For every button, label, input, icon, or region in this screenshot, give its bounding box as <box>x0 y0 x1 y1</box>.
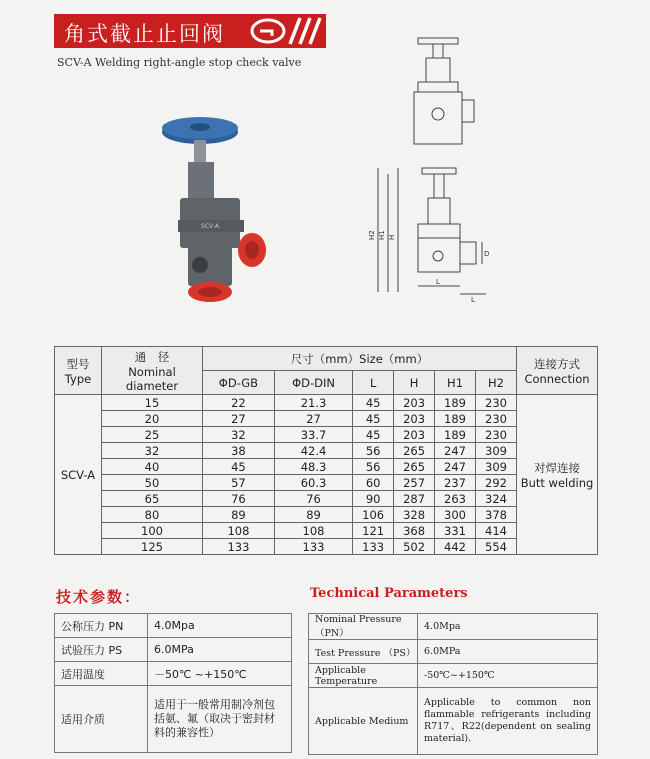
cell: 27 <box>203 411 275 427</box>
table-row <box>309 640 598 664</box>
cell: 230 <box>476 411 517 427</box>
cell: 292 <box>476 475 517 491</box>
cell: 32 <box>203 427 275 443</box>
cell: 502 <box>394 539 435 555</box>
cell: 189 <box>435 395 476 411</box>
cell: 89 <box>203 507 275 523</box>
cell: 15 <box>102 395 203 411</box>
col-type-en: Type <box>64 371 92 386</box>
cell: 48.3 <box>274 459 352 475</box>
param-label: 公称压力 PN <box>55 614 148 638</box>
size-header: 尺寸（mm）Size（mm） <box>203 347 517 371</box>
dim-label-h2: H2 <box>368 230 376 240</box>
cell: 76 <box>203 491 275 507</box>
sub-header-h1: H1 <box>435 371 476 395</box>
cell: 90 <box>353 491 394 507</box>
table-row <box>55 427 598 443</box>
cell: 230 <box>476 427 517 443</box>
cell: 265 <box>394 443 435 459</box>
cell: 247 <box>435 459 476 475</box>
title-banner <box>54 14 326 48</box>
cell: 257 <box>394 475 435 491</box>
param-label: Test Pressure （PS） <box>309 640 418 664</box>
cell: 45 <box>353 427 394 443</box>
table-row <box>55 662 292 686</box>
col-dn-en: Nominal diameter <box>125 364 179 393</box>
tech-params-table-en <box>308 613 598 755</box>
col-conn-en: Connection <box>524 371 590 386</box>
cell: 287 <box>394 491 435 507</box>
cell: 76 <box>274 491 352 507</box>
valve-photo <box>160 110 290 310</box>
cell: 133 <box>353 539 394 555</box>
sub-header-od-gb: ΦD-GB <box>203 371 275 395</box>
connection-cn: 对焊连接 <box>534 460 580 475</box>
param-value: 4.0Mpa <box>418 614 598 640</box>
param-value: -50℃~+150℃ <box>418 664 598 688</box>
dim-label-l: L <box>436 278 440 286</box>
cell: 247 <box>435 443 476 459</box>
col-conn-cn: 连接方式 <box>534 356 580 371</box>
dim-label-h1: H1 <box>378 230 386 240</box>
param-value: 6.0MPa <box>418 640 598 664</box>
cell: 300 <box>435 507 476 523</box>
param-label: 试验压力 PS <box>55 638 148 662</box>
cell: 25 <box>102 427 203 443</box>
cell: 60.3 <box>274 475 352 491</box>
cell: 237 <box>435 475 476 491</box>
table-row <box>55 523 598 539</box>
sub-header-h2: H2 <box>476 371 517 395</box>
valve-body-label: SCV-A <box>201 223 219 230</box>
stripes-icon <box>288 18 322 44</box>
cell: 414 <box>476 523 517 539</box>
cell: 20 <box>102 411 203 427</box>
param-value: 适用于一般常用制冷剂包括氨、氟（取决于密封材料的兼容性） <box>148 686 292 753</box>
table-row <box>309 688 598 755</box>
table-row <box>55 395 598 411</box>
cell: 45 <box>353 395 394 411</box>
param-label: Nominal Pressure（PN） <box>309 614 418 640</box>
table-row <box>55 539 598 555</box>
cell: 265 <box>394 459 435 475</box>
col-dn-cn: 通 径 <box>134 349 170 364</box>
table-row <box>309 614 598 640</box>
tech-params-title-en: Technical Parameters <box>310 586 468 601</box>
param-label: Applicable Medium <box>309 688 418 755</box>
sub-header-l: L <box>353 371 394 395</box>
page-subtitle: SCV-A Welding right-angle stop check valve <box>57 56 302 69</box>
cell: 27 <box>274 411 352 427</box>
cell: 60 <box>353 475 394 491</box>
cell: 56 <box>353 443 394 459</box>
dimensions-table <box>54 346 598 555</box>
col-dn-header <box>102 347 203 395</box>
cell: 189 <box>435 411 476 427</box>
cell: 40 <box>102 459 203 475</box>
cell: 38 <box>203 443 275 459</box>
param-value: Applicable to common non flammable refrigerants including R717、R22(dependent on sealing material). <box>418 688 598 755</box>
param-value: －50℃ ~+150℃ <box>148 662 292 686</box>
cell: 442 <box>435 539 476 555</box>
table-row <box>55 614 292 638</box>
cell: 203 <box>394 427 435 443</box>
cell: 33.7 <box>274 427 352 443</box>
cell: 106 <box>353 507 394 523</box>
dim-label-l2: L <box>471 296 475 304</box>
cell: 324 <box>476 491 517 507</box>
param-value: 6.0MPa <box>148 638 292 662</box>
param-value: 4.0Mpa <box>148 614 292 638</box>
sub-header-od-din: ΦD-DIN <box>274 371 352 395</box>
table-row <box>309 664 598 688</box>
cell: 309 <box>476 443 517 459</box>
table-row <box>55 638 292 662</box>
cell: 80 <box>102 507 203 523</box>
cell: 331 <box>435 523 476 539</box>
table-row <box>55 475 598 491</box>
col-type-header <box>55 347 102 395</box>
cell: 554 <box>476 539 517 555</box>
dim-label-h: H <box>388 234 396 240</box>
param-label: 适用介质 <box>55 686 148 753</box>
cell: 57 <box>203 475 275 491</box>
cell: 32 <box>102 443 203 459</box>
cell: 263 <box>435 491 476 507</box>
top-view-drawing <box>400 30 490 150</box>
cell: 203 <box>394 411 435 427</box>
connection-cell <box>517 395 598 555</box>
table-row <box>55 686 292 753</box>
cell: 368 <box>394 523 435 539</box>
table-row <box>55 459 598 475</box>
cell: 203 <box>394 395 435 411</box>
cell: 133 <box>274 539 352 555</box>
table-row <box>55 411 598 427</box>
tech-params-title-cn: 技术参数： <box>56 588 142 606</box>
sub-header-h: H <box>394 371 435 395</box>
param-label: Applicable Temperature <box>309 664 418 688</box>
gyu-logo-icon <box>250 18 286 44</box>
col-conn-header <box>517 347 598 395</box>
cell: 22 <box>203 395 275 411</box>
cell: 45 <box>203 459 275 475</box>
cell: 65 <box>102 491 203 507</box>
cell: 50 <box>102 475 203 491</box>
cell: 108 <box>274 523 352 539</box>
cell: 309 <box>476 459 517 475</box>
cell: 378 <box>476 507 517 523</box>
cell: 121 <box>353 523 394 539</box>
cell: 133 <box>203 539 275 555</box>
cell: 45 <box>353 411 394 427</box>
param-label: 适用温度 <box>55 662 148 686</box>
cell: 100 <box>102 523 203 539</box>
col-type-cn: 型号 <box>66 356 90 371</box>
connection-en: Butt welding <box>520 475 594 490</box>
table-row <box>55 507 598 523</box>
cell: 230 <box>476 395 517 411</box>
tech-params-table-cn <box>54 613 292 753</box>
cell: 328 <box>394 507 435 523</box>
dim-label-d: D <box>484 250 490 258</box>
type-cell: SCV-A <box>55 395 102 555</box>
cell: 125 <box>102 539 203 555</box>
cell: 21.3 <box>274 395 352 411</box>
table-row <box>55 491 598 507</box>
cell: 189 <box>435 427 476 443</box>
page-title: 角式截止止回阀 <box>64 22 225 46</box>
table-row <box>55 443 598 459</box>
side-view-drawing <box>370 160 510 305</box>
cell: 89 <box>274 507 352 523</box>
cell: 42.4 <box>274 443 352 459</box>
cell: 56 <box>353 459 394 475</box>
cell: 108 <box>203 523 275 539</box>
